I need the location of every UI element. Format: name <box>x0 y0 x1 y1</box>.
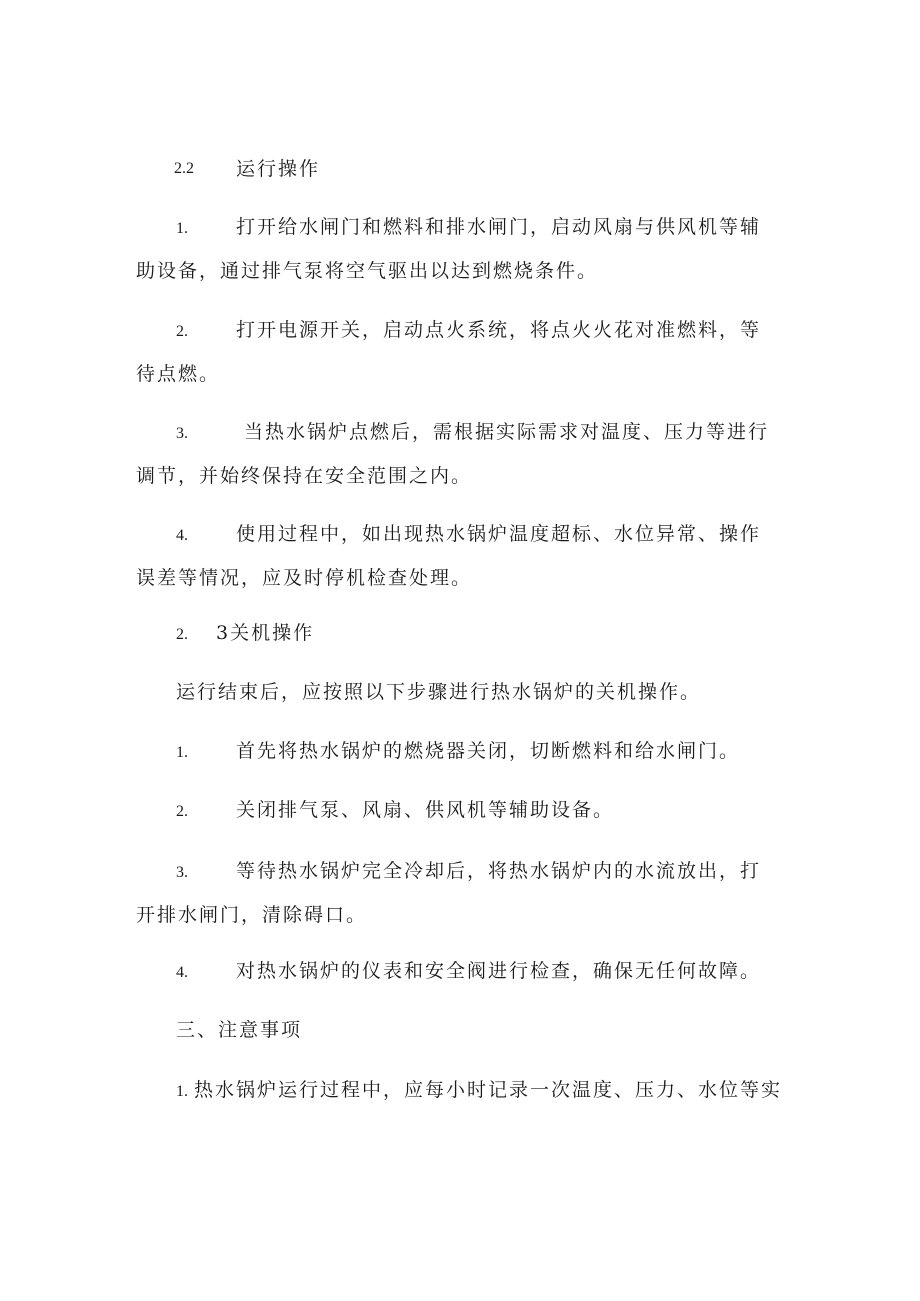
list-item-text-continued: 调节，并始终保持在安全范围之内。 <box>136 465 473 487</box>
list-item-number: 4. <box>176 964 188 981</box>
list-item-text: 首先将热水锅炉的燃烧器关闭，切断燃料和给水闸门。 <box>236 740 741 762</box>
section-heading: 三、注意事项 <box>176 1019 303 1041</box>
list-item-number: 1. <box>176 1083 188 1100</box>
list-item-text: 使用过程中，如出现热水锅炉温度超标、水位异常、操作 <box>236 523 762 545</box>
list-item-text: 关闭排气泵、风扇、供风机等辅助设备。 <box>236 799 615 821</box>
list-item-text: 打开电源开关，启动点火系统，将点火火花对准燃料，等 <box>236 319 762 341</box>
list-item-text-continued: 待点燃。 <box>136 363 221 385</box>
list-item-number: 3. <box>176 425 188 442</box>
list-item-text: 对热水锅炉的仪表和安全阀进行检查，确保无任何故障。 <box>236 960 762 982</box>
intro-paragraph: 运行结束后，应按照以下步骤进行热水锅炉的关机操作。 <box>176 681 702 703</box>
section-number: 2. <box>176 626 188 643</box>
list-item-text-continued: 助设备，通过排气泵将空气驱出以达到燃烧条件。 <box>136 260 599 282</box>
list-item-number: 4. <box>176 527 188 544</box>
list-item-number: 2. <box>176 323 188 340</box>
section-number: 2.2 <box>174 160 194 177</box>
list-item-number: 3. <box>176 864 188 881</box>
list-item-text: 打开给水闸门和燃料和排水闸门，启动风扇与供风机等辅 <box>236 216 762 238</box>
list-item-text: 等待热水锅炉完全冷却后，将热水锅炉内的水流放出，打 <box>236 860 762 882</box>
section-heading: 运行操作 <box>236 158 321 180</box>
list-item-text-continued: 误差等情况，应及时停机检查处理。 <box>136 567 473 589</box>
list-item-number: 2. <box>176 803 188 820</box>
list-item-number: 1. <box>176 220 188 237</box>
list-item-text-continued: 开排水闸门，清除碍口。 <box>136 904 368 926</box>
section-heading: 3关机操作 <box>216 622 315 644</box>
list-item-text: 当热水锅炉点燃后，需根据实际需求对温度、压力等进行 <box>244 421 770 443</box>
list-item-number: 1. <box>176 744 188 761</box>
list-item-text: 热水锅炉运行过程中，应每小时记录一次温度、压力、水位等实 <box>194 1079 783 1101</box>
